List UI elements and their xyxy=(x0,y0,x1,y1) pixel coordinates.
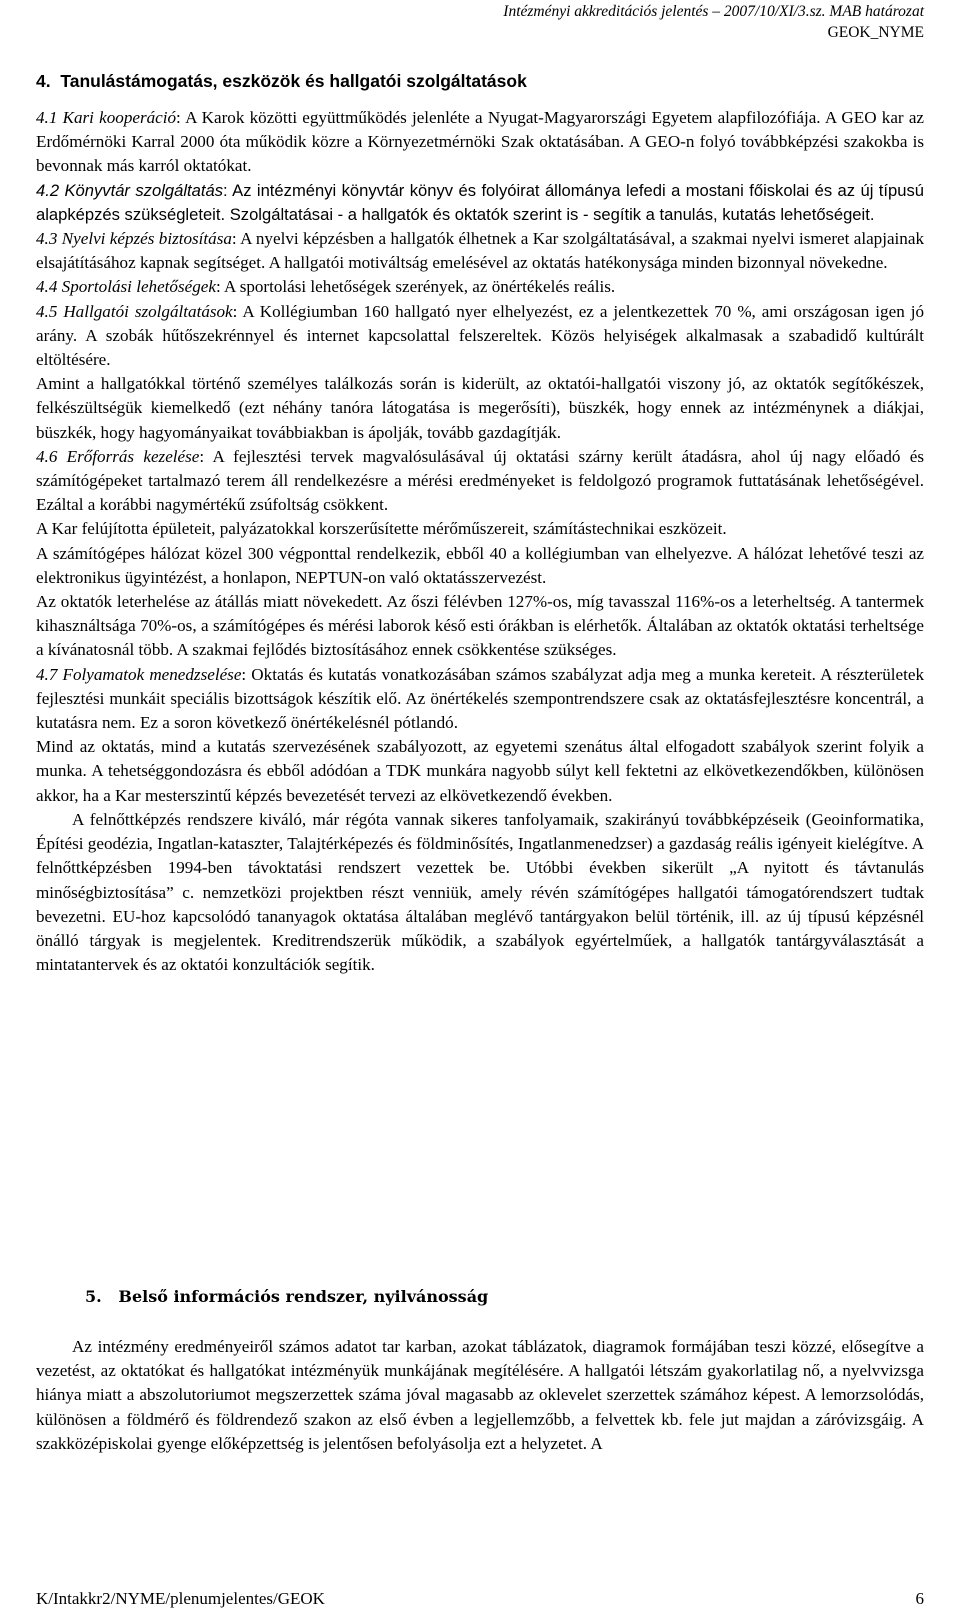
section-4-heading: 4. Tanulástámogatás, eszközök és hallgatói szolgáltatások xyxy=(36,71,527,91)
paragraph-4-6-label: 4.6 Erőforrás kezelése xyxy=(36,446,200,466)
section-5-body xyxy=(36,1335,924,1456)
paragraph-4-6-text: : A fejlesztési tervek magvalósulásával új oktatási szárny került átadásra, ahol új nagy előadó és számítógépeket tartalmazó terem áll rendelkezésre a mérési eredményeket is feldolgozó programok futtatásának lehetőségével. Ezáltal a korábbi nagymértékű zsúfoltság csökkent. xyxy=(36,446,924,515)
paragraph-4-6-c: A számítógépes hálózat közel 300 végponttal rendelkezik, ebből 40 a kollégiumban van elhelyezve. A hálózat lehetővé teszi az elektronikus ügyintézést, a honlapon, NEPTUN-on való oktatásszervezést. xyxy=(36,543,924,587)
paragraph-4-4-label: 4.4 Sportolási lehetőségek xyxy=(36,277,216,297)
running-header-title: Intézményi akkreditációs jelentés – 2007/10/XI/3.sz. MAB határozat xyxy=(503,3,924,20)
paragraph-4-1-label: 4.1 Kari kooperáció xyxy=(36,108,177,127)
paragraph-4-7 xyxy=(36,663,924,736)
paragraph-4-6 xyxy=(36,445,924,518)
paragraph-4-2-text: : Az intézményi könyvtár könyv és folyóirat állománya lefedi a mostani főiskolai és az új típusú alapképzés szükségleteit. Szolgáltatásai - a hallgatók és oktatók szerint is - segítik a tanulás, kutatás lehetőségeit. xyxy=(36,180,924,224)
paragraph-4-5 xyxy=(36,300,924,373)
paragraph-4-1 xyxy=(36,106,924,179)
paragraph-4-7-b: Mind az oktatás, mind a kutatás szervezésének szabályozott, az egyetemi szenátus által elfogadott szabályok szerint folyik a munka. A tehetséggondozásra és ebből adódóan a TDK munkára nagyobb súlyt kell fektetni az elkövetkezendőkben, különösen akkor, ha a Kar mesterszintű képzés bevezetését tervezi az elkövetkezendő években. xyxy=(36,737,924,805)
footer-file-path: K/Intakkr2/NYME/plenumjelentes/GEOK xyxy=(36,1589,325,1608)
page-number: 6 xyxy=(915,1589,924,1608)
paragraph-4-4-text: : A sportolási lehetőségek szerények, az önértékelés reális. xyxy=(215,277,616,297)
paragraph-4-7-label: 4.7 Folyamatok menedzselése xyxy=(36,664,242,684)
paragraph-4-1-text: : A Karok közötti együttműködés jelenléte a Nyugat-Magyarországi Egyetem alapfilozófiája. A GEO kar az Erdőmérnöki Karral 2000 óta működik közre a Környezetmérnöki Szak oktatásában. A GEO-n folyó továbbképzési szakokba is bevonnak más karról oktatókat. xyxy=(36,108,924,176)
paragraph-5-1: Az intézmény eredményeiről számos adatot tar karban, azokat táblázatok, diagramok formájában teszi közzé, elősegítve a vezetést, az oktatókat és hallgatókat intézményük munkájának megítélésére. A hallgatói létszám gyakorlatilag nő, a nyelvvizsga hiánya miatt a abszolutoriumot megszerzettek száma jóval magasabb az oklevelet szerzettek számához képest. A lemorzsolódás, különösen a földmérő és földrendező szakon az első évben a legjellemzőbb, a felvettek kb. fele jut majdan a záróvizsgáig. A szakközépiskolai gyenge előképzettség is jelentősen befolyásolja ezt a helyzetet. A xyxy=(36,1337,924,1453)
paragraph-4-7-c: A felnőttképzés rendszere kiváló, már régóta vannak sikeres tanfolyamaik, szakirányú továbbképzéseik (Geoinformatika, Építési geodézia, Ingatlan-kataszter, Talajtérképezés és földminősítés, Ingatlanmenedzser) a gazdaság reális igényeit kielégítve. A felnőttképzésben 1994-ben távoktatási rendszert vezettek be. Utóbbi években sikerült „A nyitott és távtanulás minőségbiztosítása” c. nemzetközi projektben részt venniük, amely révén számítógépes hallgatói támogatórendszert tudtak bevezetni. EU-hoz kapcsolódó tananyagok oktatása általában meglévő tantárgyakon belül történik, ill. az új típusú képzésnél önálló tárgyak is megjelentek. Kreditrendszerük működik, a szabályok egyértelműek, a hallgatók tantárgyválasztását a mintatantervek és az oktatói konzultációk segítik. xyxy=(36,809,924,975)
paragraph-4-2-label: 4.2 Könyvtár szolgáltatás xyxy=(36,180,224,200)
page-footer xyxy=(36,1589,924,1609)
running-header-code: GEOK_NYME xyxy=(827,24,924,41)
paragraph-4-5-text: : A Kollégiumban 160 hallgató nyer elhelyezést, ez a jelentkezettek 70 %, ami országosan igen jó arány. A szobák hűtőszekrénnyel és internet kapcsolattal felszereltek. Közös helyiségek alkalmasak a szabadidő kultúrált eltöltésére. xyxy=(36,301,925,370)
paragraph-4-3 xyxy=(36,227,924,275)
section-4-body xyxy=(36,106,924,977)
section-5-heading: 5. Belső információs rendszer, nyilvánosság xyxy=(85,1287,489,1306)
paragraph-4-6-d: Az oktatók leterhelése az átállás miatt növekedett. Az őszi félévben 127%-os, míg tavasszal 116%-os a leterheltség. A tantermek kihasználtsága 70%-os, a számítógépes és mérési laborok késő esti órákban is elérhetők. Általában az oktatók oktatási terheltsége a kívánatosnál több. A szakmai fejlődés biztosításához ennek csökkentése szükséges. xyxy=(36,592,924,660)
paragraph-4-3-text: : A nyelvi képzésben a hallgatók élhetnek a Kar szolgáltatásával, a szakmai nyelvi ismeret alapjainak elsajátításához kapnak segítséget. A hallgatói motiváltság emelésével az oktatás hatékonysága minden bizonnyal növekedne. xyxy=(36,229,924,273)
paragraph-4-4 xyxy=(36,275,924,299)
paragraph-4-6-b: A Kar felújította épületeit, palyázatokkal korszerűsítette mérőműszereit, számítástechnikai eszközeit. xyxy=(36,519,727,539)
paragraph-4-7-text: : Oktatás és kutatás vonatkozásában számos szabályzat adja meg a munka kereteit. A részterületek fejlesztési munkáit speciális bizottságok készítik elő. Az önértékelés szempontrendszere csak az oktatásfejlesztésre koncentrál, a kutatásra nem. Ez a soron következő önértékelésnél pótlandó. xyxy=(36,664,924,733)
paragraph-4-2 xyxy=(36,179,924,227)
paragraph-4-3-label: 4.3 Nyelvi képzés biztosítása xyxy=(36,229,232,249)
paragraph-4-5-label: 4.5 Hallgatói szolgáltatások xyxy=(36,301,233,321)
paragraph-4-5-continued: Amint a hallgatókkal történő személyes találkozás során is kiderült, az oktatói-hallgatói viszony jó, az oktatók segítőkészek, felkészültségük kiemelkedő (ezt néhány tanóra látogatása is megerősíti), büszkék, hogy ennek az intézménynek a diákjai, büszkék, hogy hagyományaikat továbbiakban is ápolják, tovább gazdagítják. xyxy=(36,374,924,442)
